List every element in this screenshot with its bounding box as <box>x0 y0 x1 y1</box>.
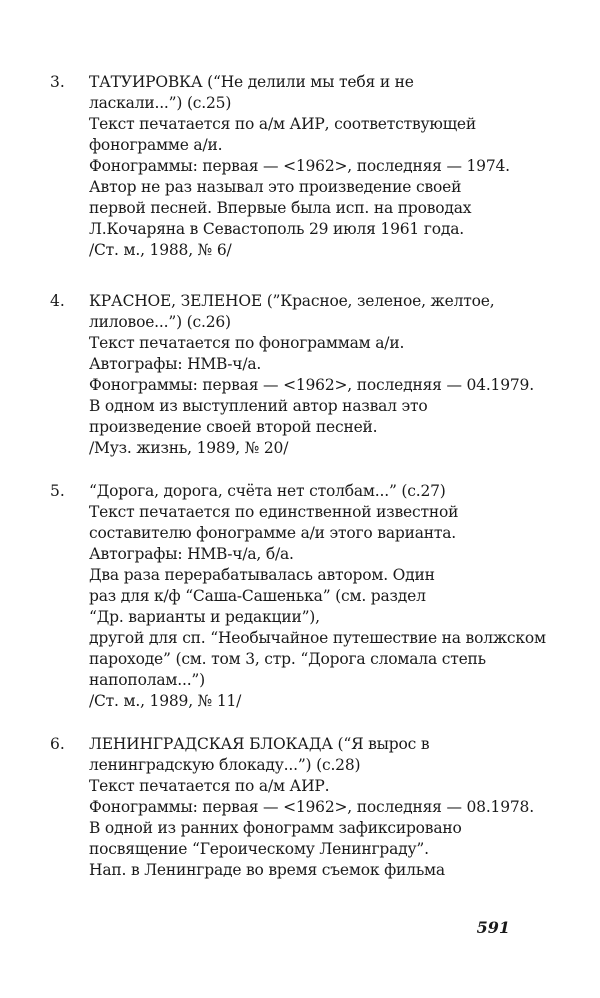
text-line: “Др. варианты и редакции”), <box>89 608 320 626</box>
text-line: напополам...”) <box>89 671 205 689</box>
text-line: Автографы: НМВ-ч/а. <box>89 355 262 373</box>
text-line: составителю фонограмме а/и этого варианта. <box>89 524 457 542</box>
text-line: Текст печатается по а/м АИР. <box>89 777 330 795</box>
text-line: Текст печатается по единственной известной <box>89 503 459 521</box>
entry-number: 3. <box>50 73 65 91</box>
text-line: раз для к/ф “Саша-Сашенька” (см. раздел <box>89 587 426 605</box>
text-line: Автор не раз называл это произведение своей <box>89 178 462 196</box>
entry-title-line: “Дорога, дорога, счёта нет столбам...” (с.27) <box>89 482 446 500</box>
citation-line: /Ст. м., 1988, № 6/ <box>89 241 232 259</box>
citation-line: /Муз. жизнь, 1989, № 20/ <box>89 439 289 457</box>
entry-title-line: ТАТУИРОВКА (“Не делили мы тебя и не <box>89 73 414 91</box>
text-line: Фонограммы: первая — <1962>, последняя — 1974. <box>89 157 510 175</box>
text-line: Фонограммы: первая — <1962>, последняя — 04.1979. <box>89 376 534 394</box>
text-line: Автографы: НМВ-ч/а, б/а. <box>89 545 294 563</box>
entry-title-line: ласкали...”) (с.25) <box>89 94 232 112</box>
text-line: посвящение “Героическому Ленинграду”. <box>89 840 429 858</box>
text-line: Два раза перерабатывалась автором. Один <box>89 566 435 584</box>
entry-number: 6. <box>50 735 65 753</box>
text-line: другой для сп. “Необычайное путешествие на волжском <box>89 629 546 647</box>
text-line: Текст печатается по фонограммам а/и. <box>89 334 405 352</box>
text-line: Текст печатается по а/м АИР, соответствующей <box>89 115 477 133</box>
text-line: Л.Кочаряна в Севастополь 29 июля 1961 года. <box>89 220 464 238</box>
entry-title-line: ЛЕНИНГРАДСКАЯ БЛОКАДА (“Я вырос в <box>89 735 430 753</box>
entry-title-line: лиловое...”) (с.26) <box>89 313 231 331</box>
text-line: Нап. в Ленинграде во время съемок фильма <box>89 861 445 879</box>
entry-text <box>89 72 569 261</box>
page-number: 591 <box>476 918 510 937</box>
entry-title-line: КРАСНОЕ, ЗЕЛЕНОЕ (”Красное, зеленое, желтое, <box>89 292 495 310</box>
entry-number: 4. <box>50 292 65 310</box>
text-line: фонограмме а/и. <box>89 136 223 154</box>
entry-title-line: ленинградскую блокаду...”) (с.28) <box>89 756 361 774</box>
text-line: пароходе” (см. том 3, стр. “Дорога сломала степь <box>89 650 486 668</box>
entry-text <box>89 734 569 881</box>
text-line: В одной из ранних фонограмм зафиксировано <box>89 819 462 837</box>
text-line: Фонограммы: первая — <1962>, последняя — 08.1978. <box>89 798 534 816</box>
entry-text <box>89 481 569 712</box>
citation-line: /Ст. м., 1989, № 11/ <box>89 692 242 710</box>
entry-number: 5. <box>50 482 65 500</box>
entry-text <box>89 291 569 459</box>
text-line: В одном из выступлений автор назвал это <box>89 397 428 415</box>
text-line: произведение своей второй песней. <box>89 418 378 436</box>
text-line: первой песней. Впервые была исп. на проводах <box>89 199 472 217</box>
